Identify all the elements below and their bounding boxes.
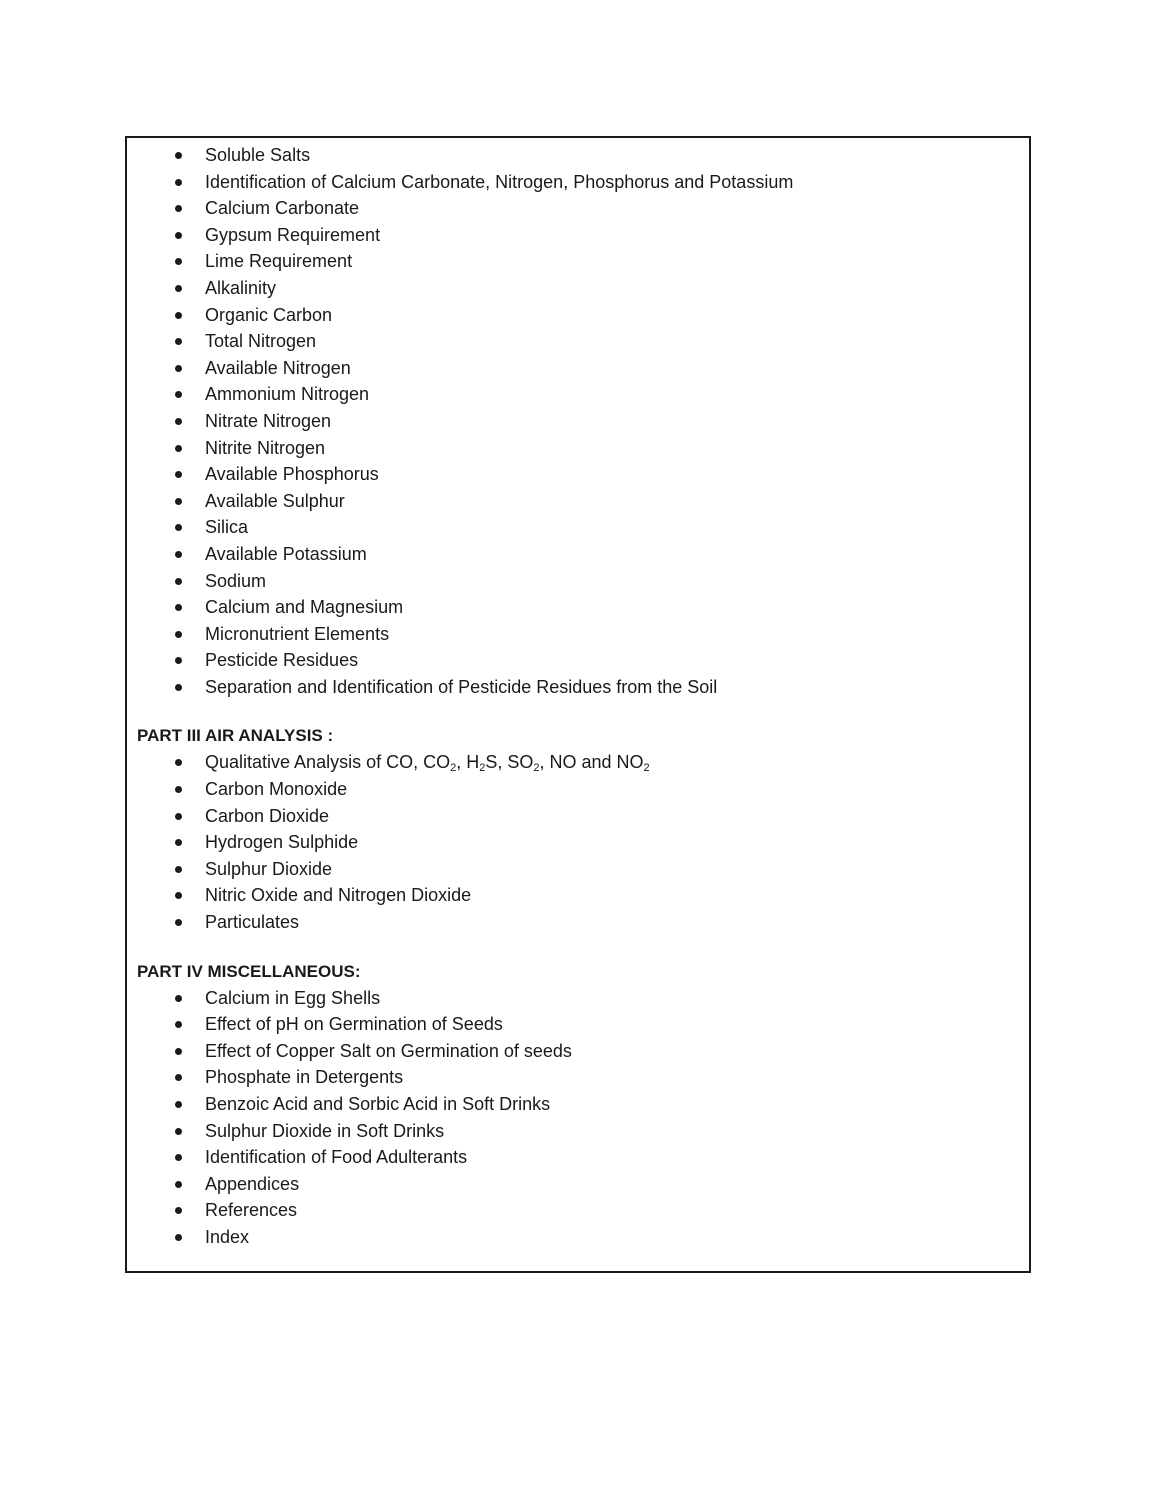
bullet-icon [175, 312, 182, 319]
bullet-icon [175, 391, 182, 398]
list-item [137, 195, 1019, 222]
item-text: Available Sulphur [205, 490, 345, 511]
bullet-icon [175, 1048, 182, 1055]
list-item [137, 776, 1019, 803]
bullet-icon [175, 1074, 182, 1081]
list-item [137, 169, 1019, 196]
bullet-icon [175, 179, 182, 186]
bullet-icon [175, 152, 182, 159]
bullet-icon [175, 285, 182, 292]
list-item [137, 248, 1019, 275]
list-item [137, 275, 1019, 302]
list-item [137, 594, 1019, 621]
item-text: Particulates [205, 912, 300, 933]
list-item [137, 381, 1019, 408]
bullet-icon [175, 232, 182, 239]
bullet-icon [175, 498, 182, 505]
bullet-icon [175, 604, 182, 611]
bullet-icon [175, 759, 182, 766]
bullet-icon [175, 631, 182, 638]
item-text: Hydrogen Sulphide [205, 832, 359, 853]
bullet-icon [175, 919, 182, 926]
list-item [137, 749, 1019, 776]
item-text: Alkalinity [205, 277, 277, 298]
bullet-icon [175, 578, 182, 585]
item-text: Gypsum Requirement [205, 224, 381, 245]
list-item [137, 302, 1019, 329]
bullet-icon [175, 892, 182, 899]
bullet-icon [175, 1021, 182, 1028]
list-item [137, 1197, 1019, 1224]
list-item [137, 803, 1019, 830]
list-item [137, 514, 1019, 541]
bullet-icon [175, 418, 182, 425]
miscellaneous-list [137, 985, 1019, 1251]
list-item [137, 1144, 1019, 1171]
item-text: Available Phosphorus [205, 464, 379, 485]
item-text: Micronutrient Elements [205, 623, 390, 644]
soil-analysis-list [137, 142, 1019, 700]
list-item [137, 985, 1019, 1012]
item-text: Carbon Dioxide [205, 805, 330, 826]
part3-heading: PART III AIR ANALYSIS : [137, 726, 334, 746]
item-text: Index [205, 1226, 250, 1247]
item-text: Phosphate in Detergents [205, 1067, 404, 1088]
item-text: Benzoic Acid and Sorbic Acid in Soft Drinks [205, 1094, 551, 1114]
list-item [137, 1038, 1019, 1065]
item-text: Nitric Oxide and Nitrogen Dioxide [205, 885, 472, 906]
list-item [137, 856, 1019, 883]
item-text: Ammonium Nitrogen [205, 384, 370, 405]
item-text: Sulphur Dioxide [205, 858, 333, 879]
item-text: Sodium [205, 570, 267, 591]
bullet-icon [175, 365, 182, 372]
item-text: Separation and Identification of Pesticide Residues from the Soil [205, 676, 718, 697]
item-text: Available Potassium [205, 543, 367, 564]
list-item [137, 355, 1019, 382]
list-item [137, 1011, 1019, 1038]
list-item [137, 882, 1019, 909]
bullet-icon [175, 1154, 182, 1161]
list-item [137, 541, 1019, 568]
list-item [137, 829, 1019, 856]
list-item [137, 408, 1019, 435]
item-text: References [205, 1200, 298, 1221]
list-item [137, 142, 1019, 169]
bullet-icon [175, 258, 182, 265]
contents-box [125, 136, 1031, 1273]
bullet-icon [175, 657, 182, 664]
bullet-icon [175, 1234, 182, 1241]
list-item [137, 909, 1019, 936]
bullet-icon [175, 995, 182, 1002]
bullet-icon [175, 1207, 182, 1214]
bullet-icon [175, 205, 182, 212]
bullet-icon [175, 813, 182, 820]
air-analysis-list [137, 749, 1019, 935]
item-text: Total Nitrogen [205, 331, 317, 352]
bullet-icon [175, 471, 182, 478]
item-text: Appendices [205, 1173, 300, 1194]
bullet-icon [175, 524, 182, 531]
bullet-icon [175, 551, 182, 558]
item-text: Silica [205, 517, 249, 538]
item-text: Available Nitrogen [205, 357, 351, 378]
list-item [137, 435, 1019, 462]
item-text: Soluble Salts [205, 145, 311, 165]
item-text: Effect of pH on Germination of Seeds [205, 1014, 503, 1035]
bullet-icon [175, 1101, 182, 1108]
list-item [137, 1091, 1019, 1118]
list-item [137, 461, 1019, 488]
item-text: Organic Carbon [205, 304, 333, 325]
list-item [137, 488, 1019, 515]
item-text: Nitrite Nitrogen [205, 437, 326, 458]
list-item [137, 647, 1019, 674]
list-item [137, 1171, 1019, 1198]
bullet-icon [175, 786, 182, 793]
contents-list [137, 142, 1019, 1251]
list-item [137, 621, 1019, 648]
list-item [137, 328, 1019, 355]
bullet-icon [175, 338, 182, 345]
bullet-icon [175, 445, 182, 452]
part4-heading: PART IV MISCELLANEOUS: [137, 961, 361, 981]
item-text: Qualitative Analysis of CO, $CO_2$, $H_2S$, $SO_2$, NO and $NO_2$ [205, 752, 650, 775]
item-text: Sulphur Dioxide in Soft Drinks [205, 1120, 445, 1141]
list-item [137, 1224, 1019, 1251]
list-item [137, 222, 1019, 249]
list-item [137, 568, 1019, 595]
item-text: Pesticide Residues [205, 650, 359, 671]
item-text: Identification of Calcium Carbonate, Nitrogen, Phosphorus and Potassium [205, 171, 794, 192]
bullet-icon [175, 866, 182, 873]
bullet-icon [175, 839, 182, 846]
item-text: Calcium and Magnesium [205, 597, 404, 618]
list-item [137, 674, 1019, 701]
item-text: Calcium in Egg Shells [205, 987, 381, 1008]
item-text: Calcium Carbonate [205, 198, 360, 219]
bullet-icon [175, 1181, 182, 1188]
bullet-icon [175, 1128, 182, 1135]
bullet-icon [175, 684, 182, 691]
item-text: Carbon Monoxide [205, 779, 348, 800]
item-text: Lime Requirement [205, 251, 353, 272]
list-item [137, 1118, 1019, 1145]
item-text: Nitrate Nitrogen [205, 410, 332, 431]
item-text: Identification of Food Adulterants [205, 1147, 468, 1168]
list-item [137, 1064, 1019, 1091]
item-text: Effect of Copper Salt on Germination of seeds [205, 1040, 572, 1061]
